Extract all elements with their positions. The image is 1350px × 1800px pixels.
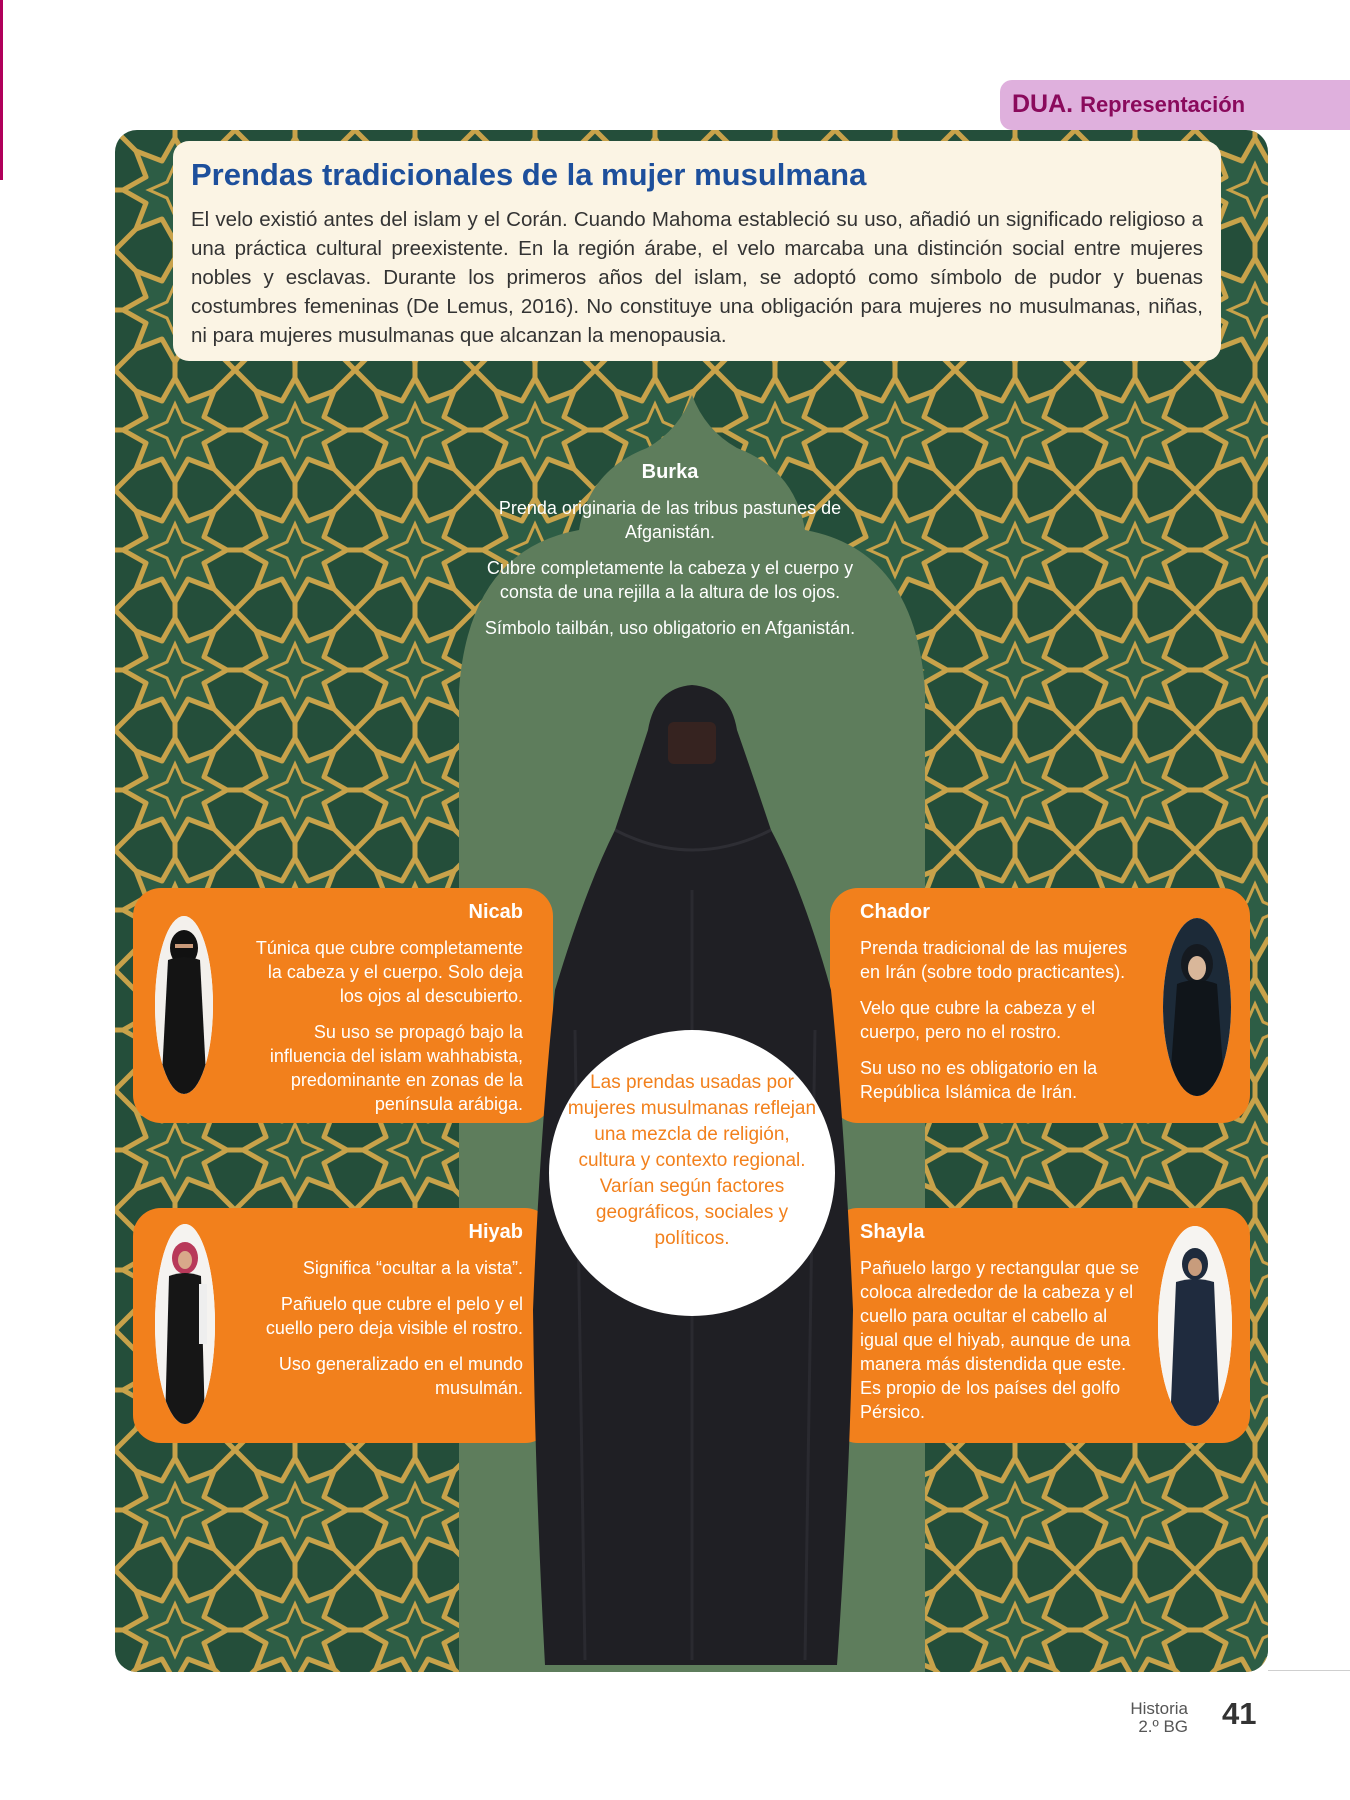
chador-p3: Su uso no es obligatorio en la República Islámica de Irán. (860, 1058, 1098, 1102)
footer-rule (1268, 1670, 1350, 1671)
dua-badge-text (1012, 90, 1245, 119)
infographic-panel (115, 130, 1268, 1672)
page-number: 41 (1222, 1696, 1257, 1731)
dua-badge-prefix: DUA. (1012, 90, 1074, 118)
hiyab-p3: Uso generalizado en el mundo musulmán. (278, 1354, 523, 1398)
burka-p3: Símbolo tailbán, uso obligatorio en Afganistán. (484, 618, 856, 638)
summary-circle (549, 1030, 835, 1316)
summary-text: Las prendas usadas por mujeres musulmanas reflejan una mezcla de religión, cultura y contexto regional. Varían según factores geográficos, sociales y políticos. (567, 1072, 817, 1249)
hiyab-title: Hiyab (468, 1221, 523, 1243)
burka-p2: Cubre completamente la cabeza y el cuerpo y consta de una rejilla a la altura de los ojos. (486, 558, 854, 602)
dua-badge-label: Representación (1080, 92, 1246, 117)
dua-badge (1000, 80, 1350, 130)
margin-rule (0, 0, 3, 180)
nicab-p2: Su uso se propagó bajo la influencia del islam wahhabista, predominante en zonas de la península arábiga. (269, 1022, 523, 1114)
chador-title: Chador (860, 901, 930, 923)
intro-paragraph: El velo existió antes del islam y el Corán. Cuando Mahoma estableció su uso, añadió un significado religioso a una práctica cultural preexistente. En la región árabe, el velo marcaba una distinción social entre mujeres nobles y esclavas. Durante los primeros años del islam, se adoptó como símbolo de pudor y buenas costumbres femeninas (De Lemus, 2016). No constituye una obligación para mujeres no musulmanas, niñas, ni para mujeres musulmanas que alcanzan la menopausia. (191, 208, 1203, 347)
shayla-p1: Pañuelo largo y rectangular que se coloca alrededor de la cabeza y el cuello para ocultar el cabello al igual que el hiyab, aunque de una manera más distendida que este. (860, 1258, 1140, 1374)
nicab-title: Nicab (468, 901, 523, 923)
footer-subject (1095, 1700, 1188, 1736)
burka-p1: Prenda originaria de las tribus pastunes de Afganistán. (498, 498, 842, 542)
shayla-title: Shayla (860, 1221, 925, 1243)
hiyab-p1: Significa “ocultar a la vista”. (302, 1258, 523, 1278)
chador-p1: Prenda tradicional de las mujeres en Irán (sobre todo practicantes). (860, 938, 1128, 982)
shayla-p2: Es propio de los países del golfo Pérsico. (860, 1378, 1121, 1422)
burka-title: Burka (641, 461, 699, 483)
footer-grade: 2.º BG (1138, 1717, 1188, 1736)
footer-subject-name: Historia (1130, 1699, 1188, 1718)
page-title: Prendas tradicionales de la mujer musulmana (191, 157, 867, 192)
chador-p2: Velo que cubre la cabeza y el cuerpo, pero no el rostro. (860, 998, 1096, 1042)
burka-figure (115, 130, 1268, 1672)
nicab-p1: Túnica que cubre completamente la cabeza y el cuerpo. Solo deja los ojos al descubierto. (255, 938, 523, 1006)
hiyab-p2: Pañuelo que cubre el pelo y el cuello pero deja visible el rostro. (265, 1294, 523, 1338)
